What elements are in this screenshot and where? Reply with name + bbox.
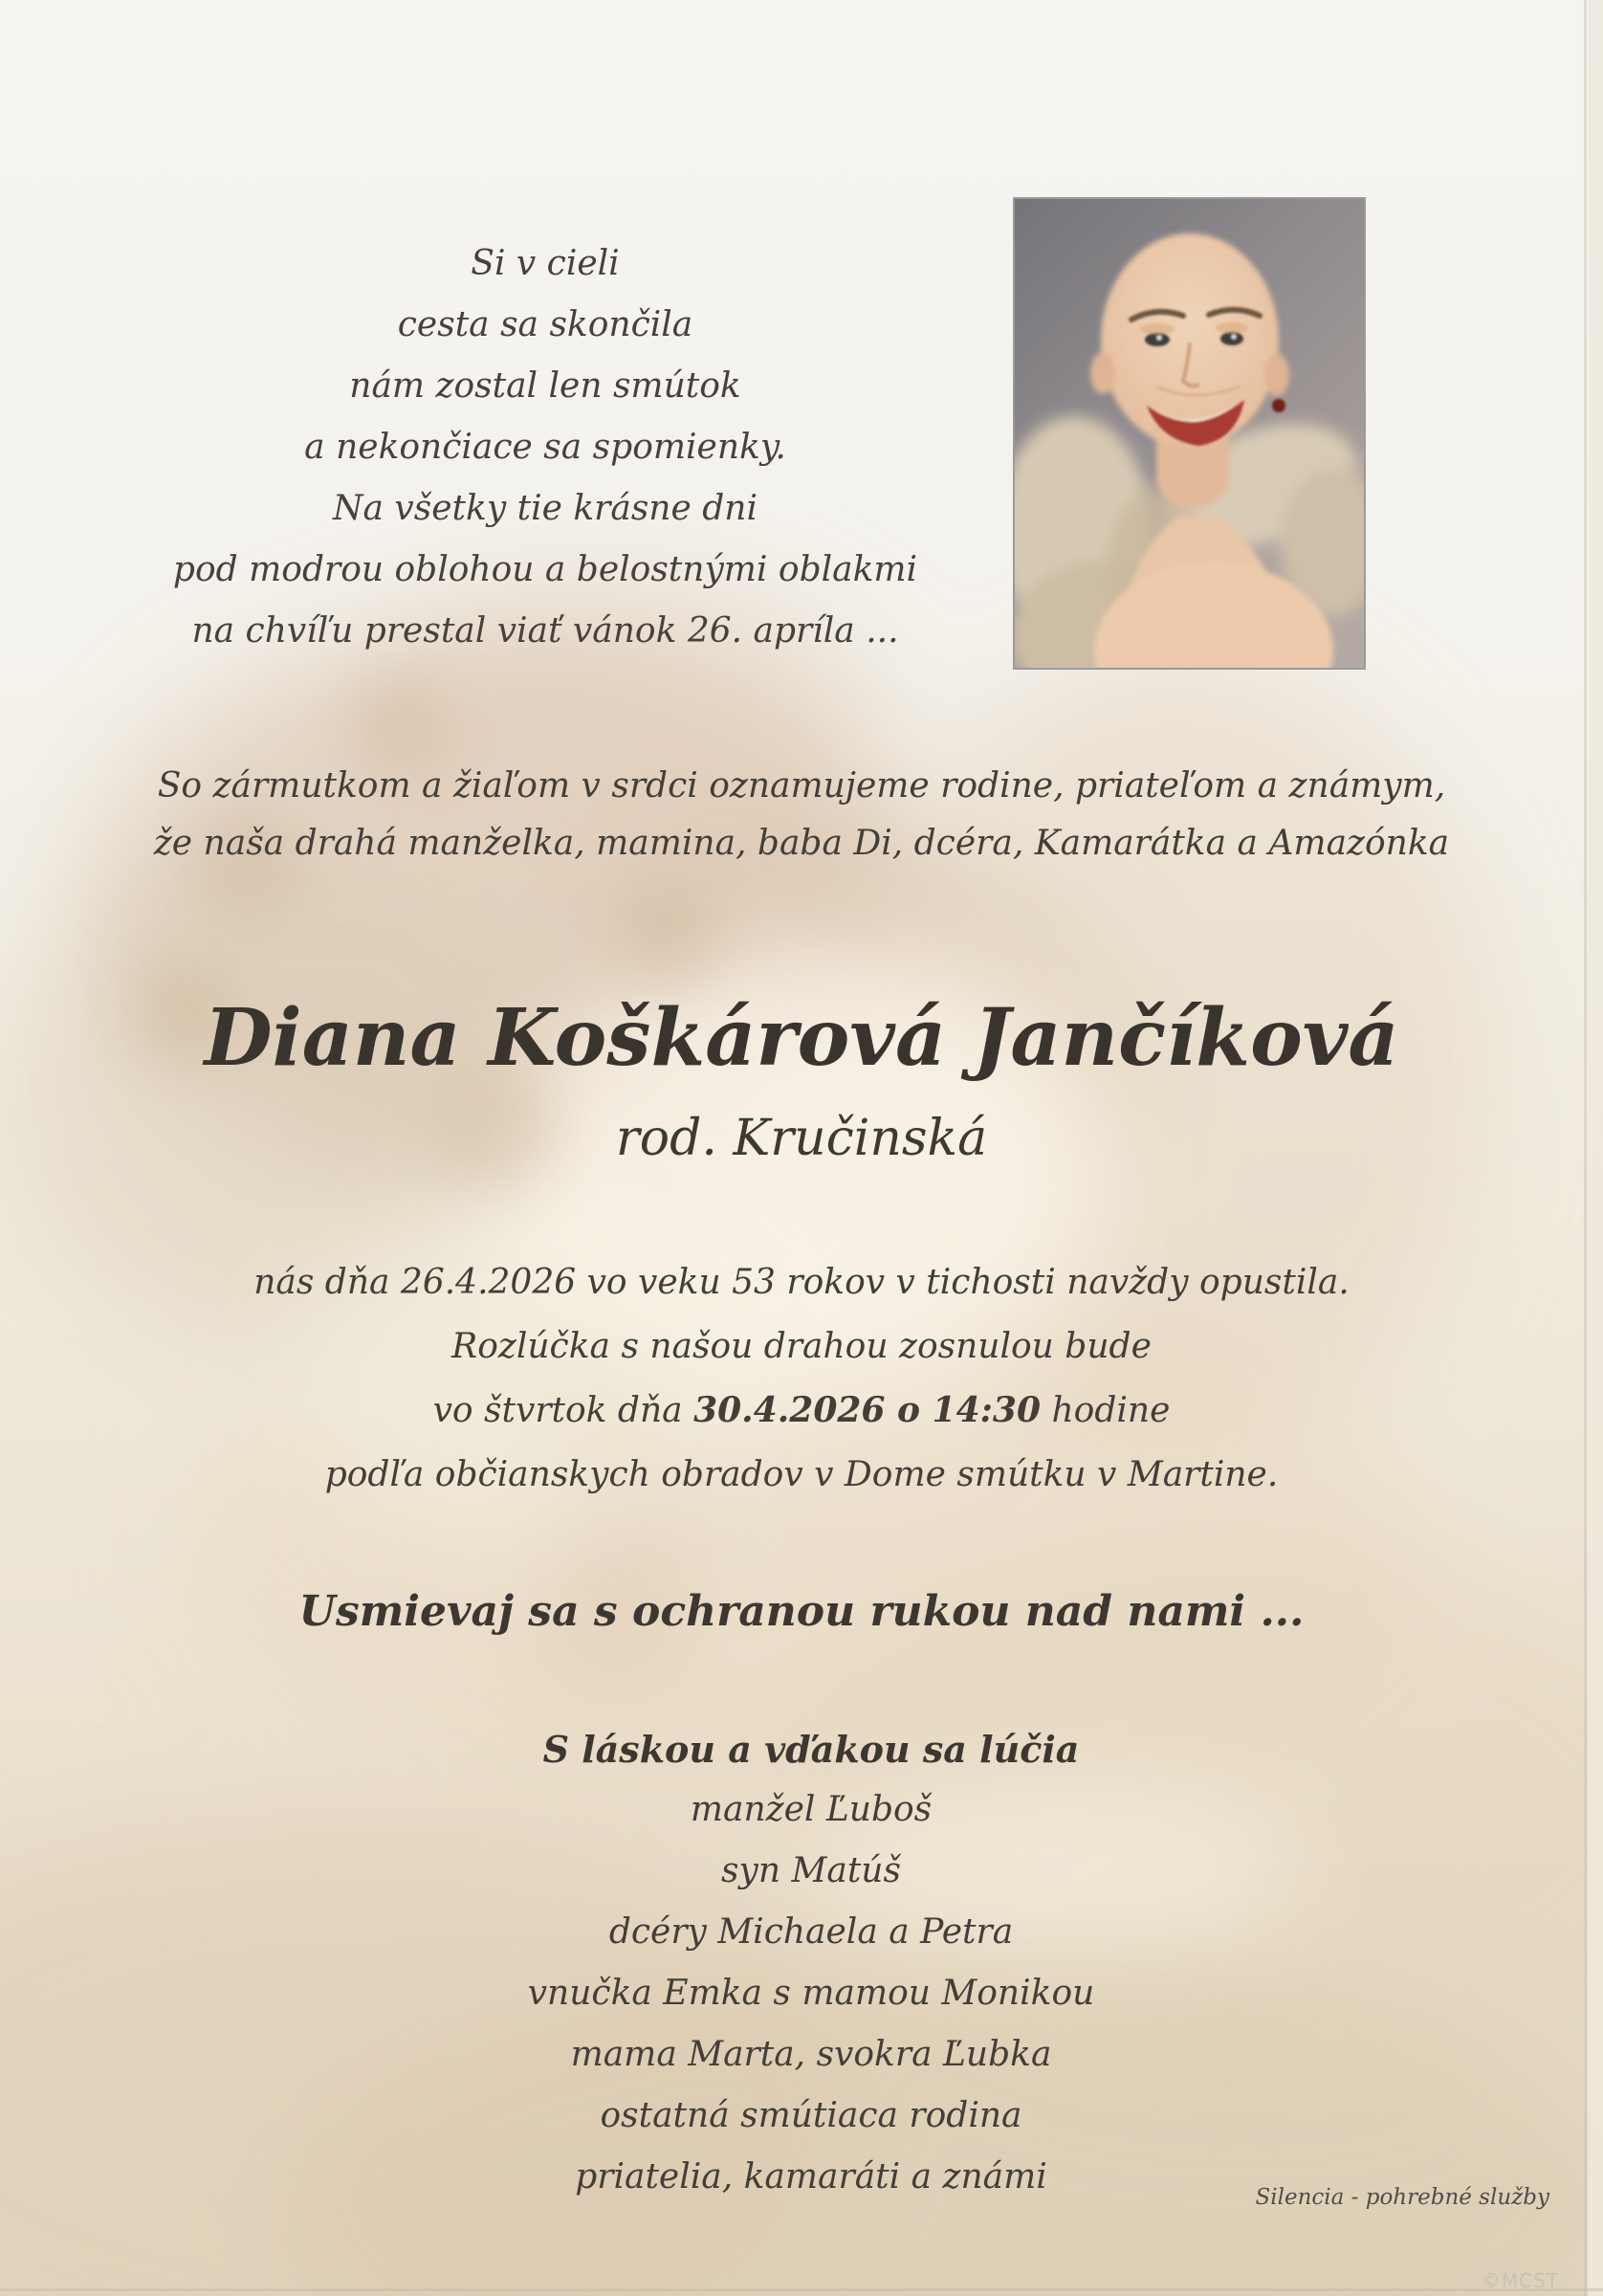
maiden-name: rod. Kručinská <box>615 1110 988 1167</box>
poem-line: cesta sa skončila <box>397 305 693 344</box>
copyright-watermark: ©MCST <box>1481 2269 1559 2292</box>
poem-line: nám zostal len smútok <box>349 366 741 406</box>
poem-line: na chvíľu prestal viať vánok 26. apríla ... <box>191 611 899 651</box>
mourner-line: priatelia, kamaráti a známi <box>575 2157 1047 2197</box>
funeral-details <box>0 1250 1603 1507</box>
details-line: podľa občianskych obradov v Dome smútku v Martine. <box>324 1455 1279 1494</box>
details-line-pre: vo štvrtok dňa <box>432 1391 694 1430</box>
announcement <box>0 758 1603 872</box>
announcement-line: že naša drahá manželka, mamina, baba Di, dcéra, Kamarátka a Amazónka <box>153 824 1450 863</box>
announcement-line: So zármutkom a žiaľom v srdci oznamujeme rodine, priateľom a známym, <box>157 766 1446 806</box>
earring <box>1272 399 1285 412</box>
poem-line: Si v cieli <box>471 244 620 283</box>
mourner-line: ostatná smútiaca rodina <box>600 2096 1022 2135</box>
deceased-name: Diana Koškárová Jančíková <box>204 992 1399 1084</box>
mourner-line: mama Marta, svokra Ľubka <box>570 2035 1052 2074</box>
funeral-provider: Silencia - pohrebné služby <box>1255 2185 1549 2210</box>
mourner-line: vnučka Emka s mamou Monikou <box>527 1974 1095 2013</box>
portrait-illustration <box>1015 199 1364 668</box>
mourners-heading: S láskou a vďakou sa lúčia <box>542 1728 1080 1771</box>
details-line <box>0 1379 1603 1443</box>
mourner-line: manžel Ľuboš <box>690 1790 933 1829</box>
details-line-post: hodine <box>1041 1391 1171 1430</box>
poem-line: Na všetky tie krásne dni <box>333 489 758 528</box>
poem-line: pod modrou oblohou a belostnými oblakmi <box>172 550 918 589</box>
mourner-line: syn Matúš <box>721 1851 901 1890</box>
portrait-photo <box>1013 197 1366 670</box>
details-line: nás dňa 26.4.2026 vo veku 53 rokov v tichosti navždy opustila. <box>253 1263 1350 1302</box>
memorial-poem <box>67 233 1023 662</box>
poem-line: a nekončiace sa spomienky. <box>304 428 786 467</box>
details-line: Rozlúčka s našou drahou zosnulou bude <box>451 1327 1152 1366</box>
funeral-datetime: 30.4.2026 o 14:30 <box>693 1390 1042 1430</box>
farewell-line: Usmievaj sa s ochranou rukou nad nami ... <box>298 1587 1305 1636</box>
mourner-line: dcéry Michaela a Petra <box>608 1912 1014 1952</box>
mourners-list <box>10 1779 1603 2208</box>
